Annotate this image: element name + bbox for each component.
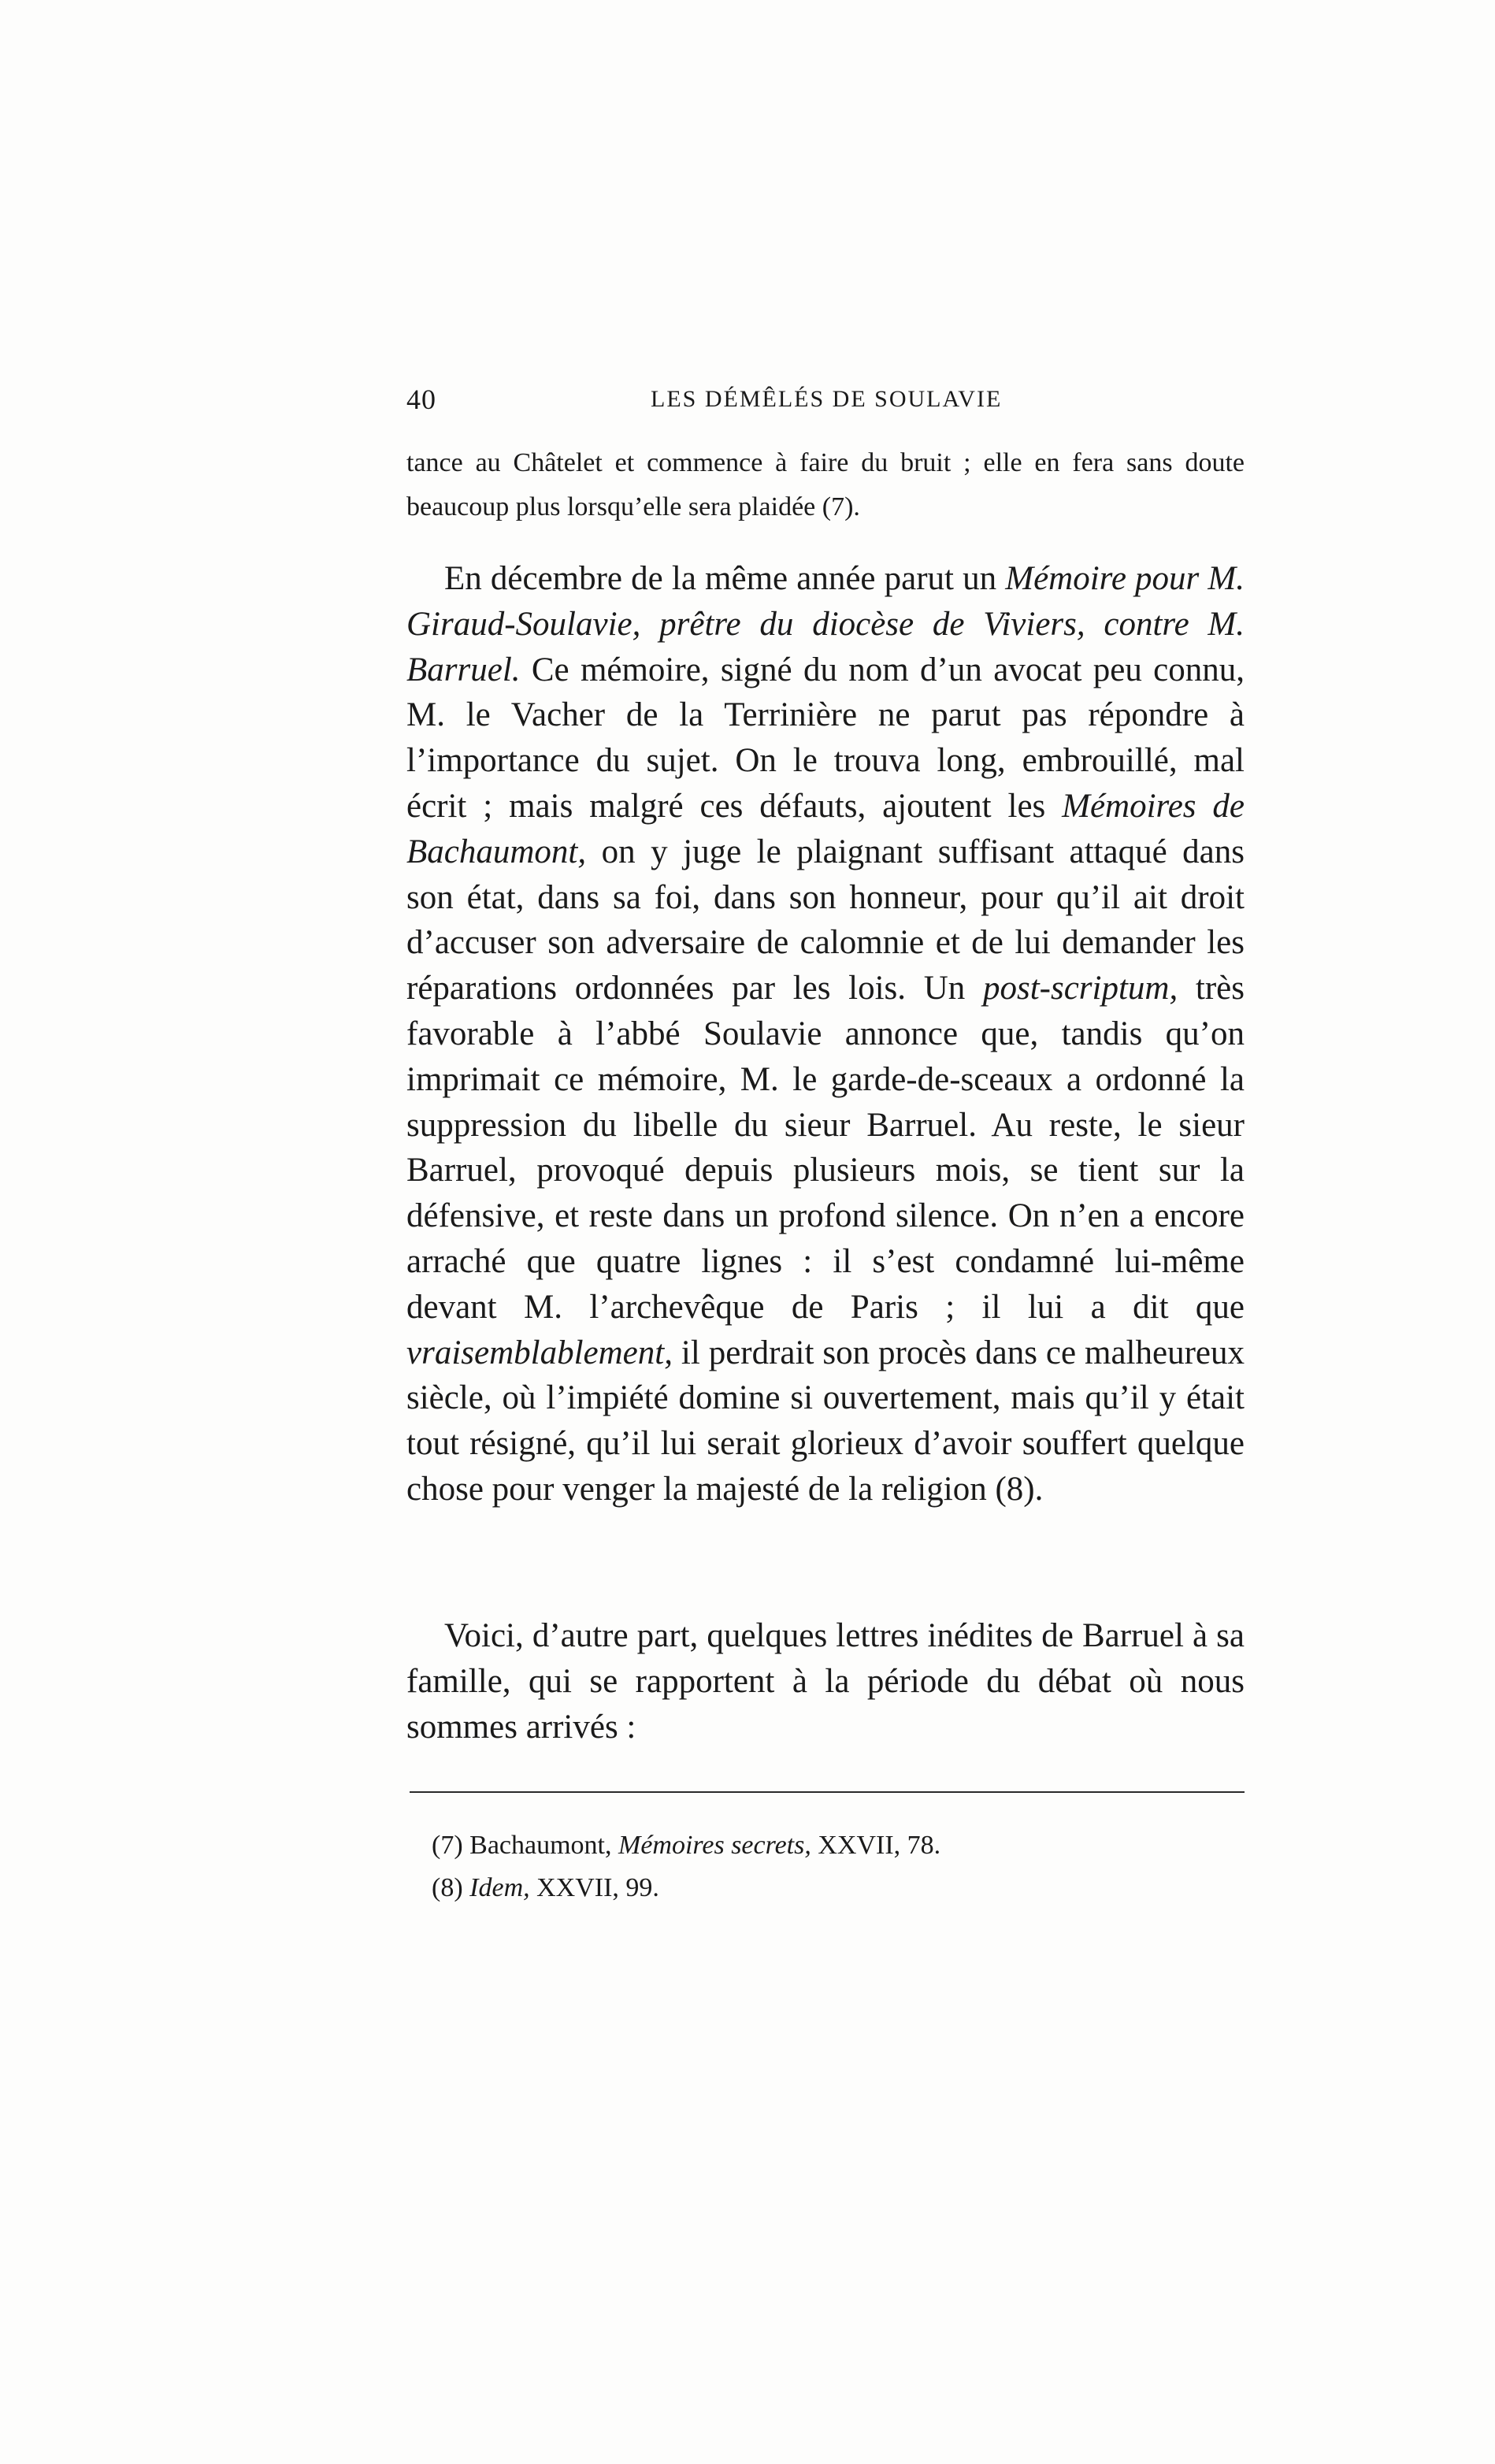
paragraph-2: Voici, d’autre part, quelques lettres inédites de Barruel à sa famille, qui se rapportent à la période du débat où nous sommes arrivés :: [406, 1617, 1245, 1746]
running-title: LES DÉMÊLÉS DE SOULAVIE: [651, 386, 1003, 412]
footnote-divider: [410, 1791, 1245, 1793]
footnote-italic: Mémoires secrets,: [618, 1831, 811, 1860]
paragraph-1-text: il perdrait son procès dans ce malheureux siècle, où l’impiété domine si ouvertement, mais qu’il y était tout résigné, qu’il lui serait glorieux d’avoir souffert quelque chose pour venger la majesté de la religion (8).: [406, 1334, 1245, 1508]
page-header: [406, 375, 1245, 422]
footnote-text: XXVII, 78.: [811, 1831, 941, 1860]
footnote-italic: Idem,: [469, 1873, 530, 1902]
paragraph-1-italic: vraisemblablement,: [406, 1334, 673, 1371]
carryover-text: [406, 441, 1245, 529]
paragraph-1-italic: post-scriptum,: [982, 970, 1178, 1007]
footnote-text: XXVII, 99.: [529, 1873, 659, 1902]
footnotes: [432, 1824, 1243, 1909]
paragraph-1: [406, 556, 1245, 1512]
footnote-7: [432, 1824, 1243, 1867]
paragraph-1-text: Ce mémoire, signé du nom d’un avocat peu connu, M. le Vacher de la Terrinière ne parut pas répondre à l’importance du sujet. On le trouva long, embrouillé, mal écrit ; mais malgré ces défauts, ajoutent les: [406, 651, 1245, 825]
paragraph-1-text: on y juge le plaignant suffisant attaqué dans son état, dans sa foi, dans son honneur, pour qu’il ait droit d’accuser son adversaire de calomnie et de lui demander les réparations ordonnées par les lois. Un: [406, 833, 1245, 1007]
paragraph-1-text: très favorable à l’abbé Soulavie annonce que, tandis qu’on imprimait ce mémoire, M. le garde-de-sceaux a ordonné la suppression du libelle du sieur Barruel. Au reste, le sieur Barruel, provoqué depuis plusieurs mois, se tient sur la défensive, et reste dans un profond silence. On n’en a encore arraché que quatre lignes : il s’est condamné lui-même devant M. l’archevêque de Paris ; il lui a dit que: [406, 970, 1245, 1326]
footnote-text: (8): [432, 1873, 470, 1902]
paragraph-1-italic: Mémoires de Bachaumont,: [406, 787, 1245, 870]
paragraph-1-text: En décembre de la même année parut un: [444, 560, 1006, 597]
carryover-line: tance au Châtelet et commence à faire du bruit ; elle en fera sans doute: [406, 448, 1245, 477]
footnote-text: (7) Bachaumont,: [432, 1831, 618, 1860]
footnote-8: [432, 1867, 1243, 1909]
paragraph-1-italic: Mémoire pour M. Giraud-Soulavie, prêtre du diocèse de Viviers, contre M. Barruel.: [406, 560, 1245, 688]
carryover-line: beaucoup plus lorsqu’elle sera plaidée (7).: [406, 492, 860, 521]
page-number: 40: [406, 384, 436, 415]
